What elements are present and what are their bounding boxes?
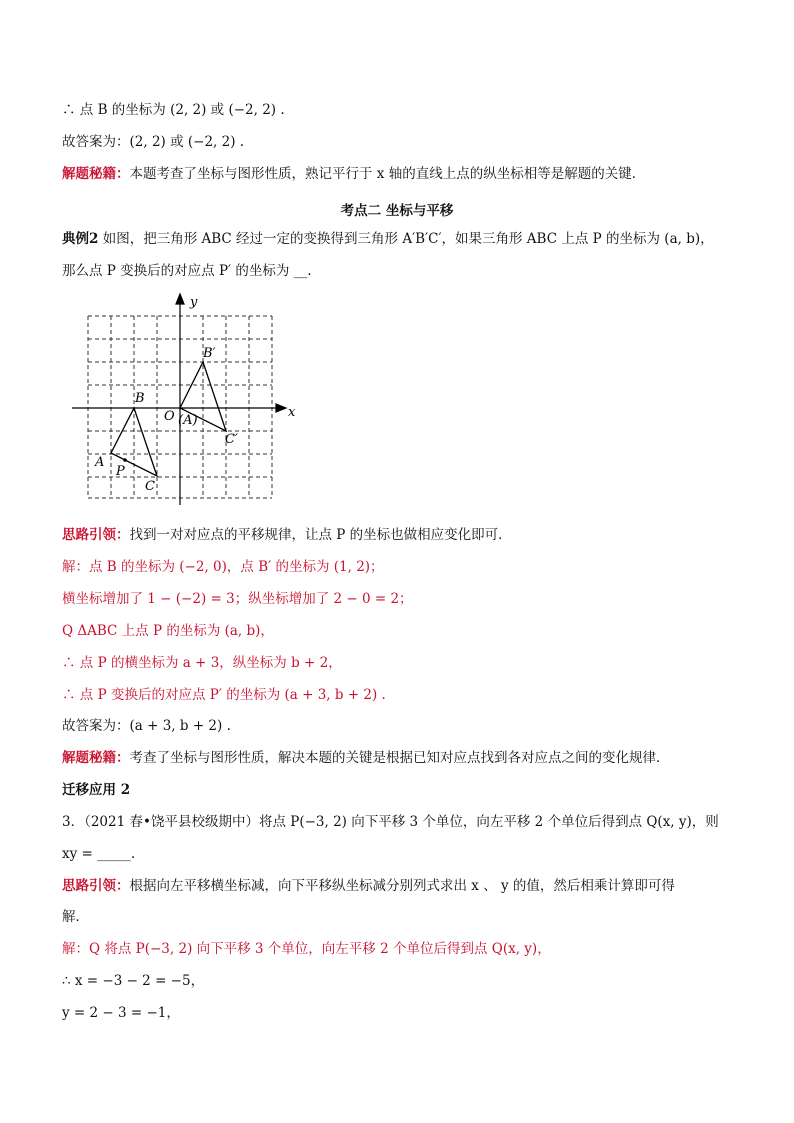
hint-line-2-cont: 解． xyxy=(62,909,89,925)
label-b-prime: B′ xyxy=(203,346,216,361)
tip-text-2: 考查了坐标与图形性质，解决本题的关键是根据已知对应点找到各对应点之间的变化规律． xyxy=(129,750,670,766)
transfer-title: 迁移应用 2 xyxy=(62,782,131,798)
tip-text: 本题考查了坐标与图形性质，熟记平行于 x 轴的直线上点的纵坐标相等是解题的关键． xyxy=(129,166,646,182)
solution-line-5: ∴ 点 P 变换后的对应点 P′ 的坐标为 (a + 3, b + 2) . xyxy=(62,687,386,703)
hint-text: 找到一对对应点的平移规律，让点 P 的坐标也做相应变化即可． xyxy=(129,527,512,543)
y-axis-label: y xyxy=(190,295,198,310)
solution-3-line-2: ∴ x = −3 − 2 = −5， xyxy=(62,973,205,989)
x-axis-label: x xyxy=(288,405,296,420)
solution-3-line-3: y = 2 − 3 = −1， xyxy=(62,1005,180,1021)
section-title: 考点二 坐标与平移 xyxy=(340,203,454,219)
tip-line-1 xyxy=(62,165,645,183)
solution-3-line-1: 解：Q 将点 P(−3, 2) 向下平移 3 个单位，向左平移 2 个单位后得到点 Q(x, y)， xyxy=(62,941,551,957)
label-a: A xyxy=(95,455,105,470)
solution-line-1: 解：点 B 的坐标为 (−2, 0)，点 B′ 的坐标为 (1, 2)； xyxy=(62,559,384,575)
coordinate-figure xyxy=(62,290,312,505)
example-label: 典例2 xyxy=(62,231,99,247)
example-2-line-2: 那么点 P 变换后的对应点 P′ 的坐标为 __. xyxy=(62,263,312,279)
tip-label: 解题秘籍： xyxy=(62,166,130,182)
axes xyxy=(72,294,286,505)
question-3-line-2: xy = _____. xyxy=(62,846,136,862)
answer-line-2: 故答案为：(a + 3, b + 2) . xyxy=(62,718,231,734)
label-a-prime: (A) xyxy=(178,413,198,428)
label-b: B xyxy=(135,391,145,406)
label-p: P xyxy=(116,464,125,479)
hint-label: 思路引领： xyxy=(62,527,130,543)
origin-label: O xyxy=(164,409,175,424)
y-axis-arrow-icon xyxy=(176,294,184,304)
hint-text-2: 根据向左平移横坐标减，向下平移纵坐标减分别列式求出 x 、 y 的值，然后相乘计算即可得 xyxy=(129,878,675,894)
point-p-marker xyxy=(123,458,127,462)
tip-line-2 xyxy=(62,749,670,767)
x-axis-arrow-icon xyxy=(276,404,286,412)
solution-line-4: ∴ 点 P 的横坐标为 a + 3，纵坐标为 b + 2， xyxy=(62,655,342,671)
example-2-line-1 xyxy=(62,230,714,248)
example-text: 如图，把三角形 ABC 经过一定的变换得到三角形 A′B′C′，如果三角形 ABC 上点 P 的坐标为 (a, b)， xyxy=(102,231,714,247)
label-c-prime: C′ xyxy=(225,432,238,447)
solution-line-2: 横坐标增加了 1 − (−2) = 3；纵坐标增加了 2 − 0 = 2； xyxy=(62,591,413,607)
answer-line-1: 故答案为：(2, 2) 或 (−2, 2) . xyxy=(62,134,245,150)
hint-label-2: 思路引领： xyxy=(62,878,130,894)
label-c: C xyxy=(145,479,155,494)
hint-line-2 xyxy=(62,877,675,895)
result-line-b: ∴ 点 B 的坐标为 (2, 2) 或 (−2, 2) . xyxy=(62,102,285,118)
solution-line-3: Q ΔABC 上点 P 的坐标为 (a, b)， xyxy=(62,623,274,639)
question-3-line-1: 3．（2021 春•饶平县校级期中）将点 P(−3, 2) 向下平移 3 个单位，向左平移 2 个单位后得到点 Q(x, y)，则 xyxy=(62,814,719,830)
hint-line xyxy=(62,526,512,544)
tip-label-2: 解题秘籍： xyxy=(62,750,130,766)
